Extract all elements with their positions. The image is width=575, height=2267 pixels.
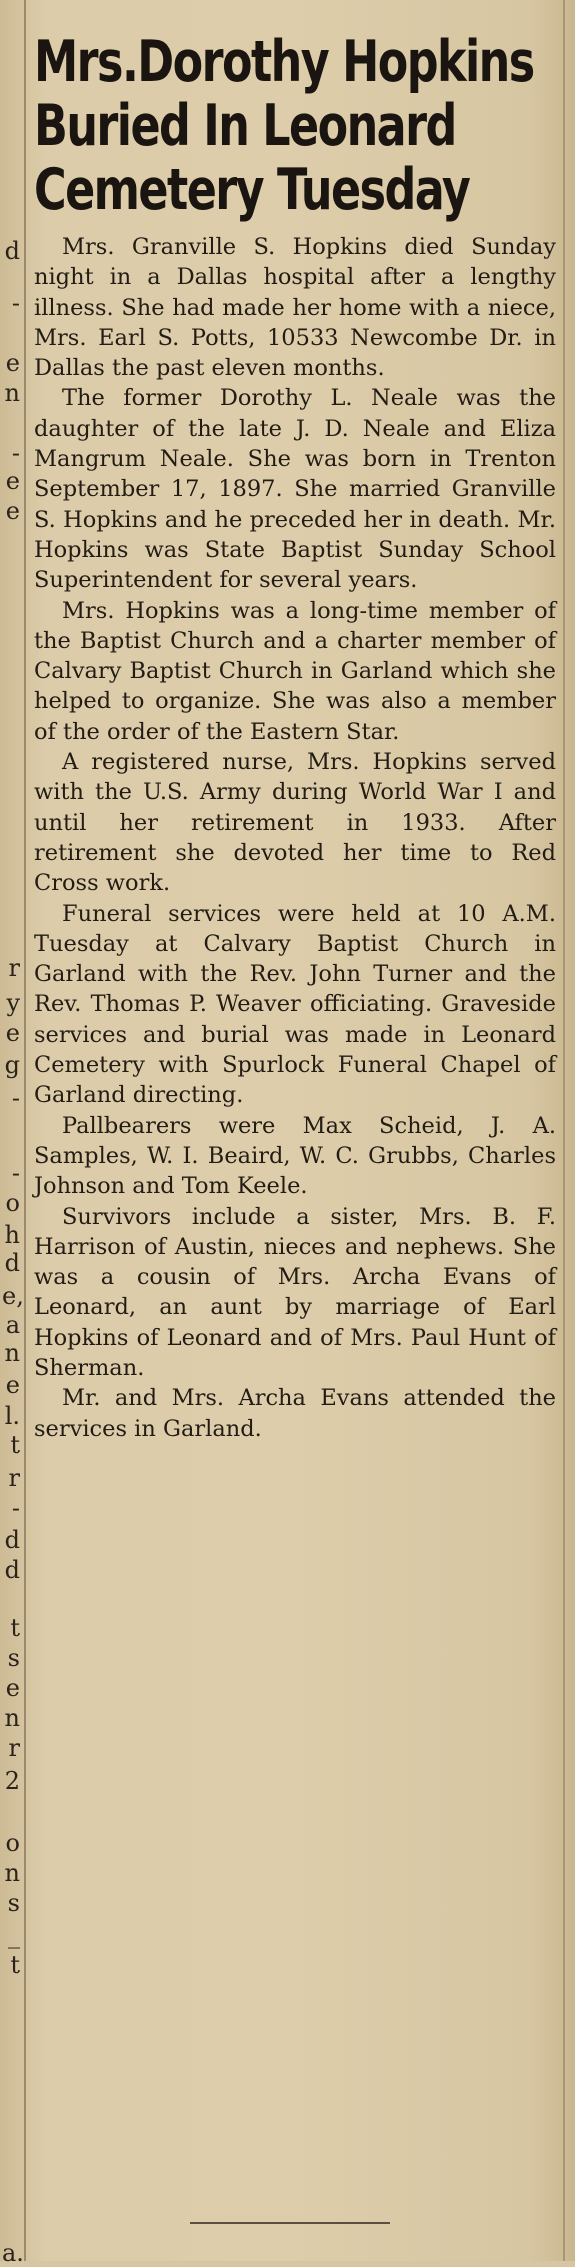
column-fragment: 2 (4, 1767, 20, 1795)
end-of-article-rule (190, 2222, 390, 2224)
column-fragment: - (11, 1084, 20, 1112)
column-fragment: e (5, 1674, 20, 1702)
column-fragment: r (8, 1734, 20, 1762)
column-fragment: - (11, 1494, 20, 1522)
column-fragment: t (10, 1951, 20, 1979)
paragraph-funeral-services: Funeral services were held at 10 A.M. Tuesday at Calvary Baptist Church in Garland with the Rev. John Turner and the Rev. Thomas P. Weaver officiating. Graveside services and burial was made in Leonard Cemetery with Spurlock Funeral Chapel of Garland directing. (34, 900, 556, 1109)
column-fragment: e (5, 1019, 20, 1047)
column-fragment: - (11, 289, 20, 317)
right-edge-rule (563, 0, 565, 2261)
column-fragment: t (10, 1431, 20, 1459)
obituary-article (34, 30, 556, 1444)
column-fragment: e (5, 467, 20, 495)
column-fragment: e (5, 497, 20, 525)
column-fragment: _ (8, 1921, 20, 1949)
paragraph-nursing-career: A registered nurse, Mrs. Hopkins served with the U.S. Army during World War I and until her retirement in 1933. After retirement she devoted her time to Red Cross work. (34, 749, 556, 897)
column-fragment: n (4, 1704, 20, 1732)
article-body (34, 232, 556, 1444)
paragraph-biography: The former Dorothy L. Neale was the daughter of the late J. D. Neale and Eliza Mangrum Neale. She was born in Trenton September 17, 1897. She married Granville S. Hopkins and he preceded her in death. Mr. Hopkins was State Baptist Sunday School Superintendent for several years. (34, 385, 556, 594)
column-fragment: a (5, 1311, 20, 1339)
paragraph-survivors: Survivors include a sister, Mrs. B. F. Harrison of Austin, nieces and nephews. She was a cousin of Mrs. Archa Evans of Leonard, an aunt by marriage of Earl Hopkins of Leonard and of Mrs. Paul Hunt of Sherman. (34, 1203, 556, 1381)
column-fragment: r (8, 954, 20, 982)
column-fragment: o (5, 1189, 20, 1217)
paragraph-pallbearers: Pallbearers were Max Scheid, J. A. Samples, W. I. Beaird, W. C. Grubbs, Charles Johnson and Tom Keele. (34, 1112, 556, 1200)
column-fragment: s (7, 1889, 20, 1917)
headline-line-1: Mrs.Dorothy Hopkins (34, 29, 534, 95)
adjacent-column-fragments (0, 0, 24, 2267)
column-fragment: y (6, 989, 20, 1017)
column-fragment: s (7, 1644, 20, 1672)
paragraph-death-notice: Mrs. Granville S. Hopkins died Sunday night in a Dallas hospital after a lengthy illness. She had made her home with a niece, Mrs. Earl S. Potts, 10533 Newcombe Dr. in Dallas the past eleven months. (34, 234, 556, 382)
paragraph-attendees: Mr. and Mrs. Archa Evans attended the services in Garland. (34, 1385, 556, 1442)
column-fragment: e (5, 1371, 20, 1399)
column-fragment: d (4, 1526, 20, 1554)
column-fragment: n (4, 1339, 20, 1367)
column-fragment: d (4, 237, 20, 265)
column-fragment: d (4, 1556, 20, 1584)
column-fragment: g (4, 1051, 20, 1079)
column-fragment: a. (2, 2239, 24, 2267)
column-fragment: - (11, 1159, 20, 1187)
headline-line-3: Cemetery Tuesday (34, 157, 470, 223)
column-fragment: n (4, 1859, 20, 1887)
column-fragment: l. (4, 1402, 20, 1430)
paragraph-church-membership: Mrs. Hopkins was a long-time member of the Baptist Church and a charter member of Calvary Baptist Church in Garland which she helped to organize. She was also a member of the order of the Eastern Star. (34, 597, 556, 745)
column-divider-rule (24, 0, 26, 2261)
headline-line-2: Buried In Leonard (34, 93, 456, 159)
column-fragment: t (10, 1614, 20, 1642)
column-fragment: n (4, 379, 20, 407)
column-fragment: h (4, 1221, 20, 1249)
column-fragment: d (4, 1249, 20, 1277)
column-fragment: o (5, 1829, 20, 1857)
column-fragment: r (8, 1464, 20, 1492)
column-fragment: - (11, 439, 20, 467)
column-fragment: e (5, 349, 20, 377)
headline (34, 30, 549, 222)
column-fragment: e, (2, 1282, 24, 1310)
